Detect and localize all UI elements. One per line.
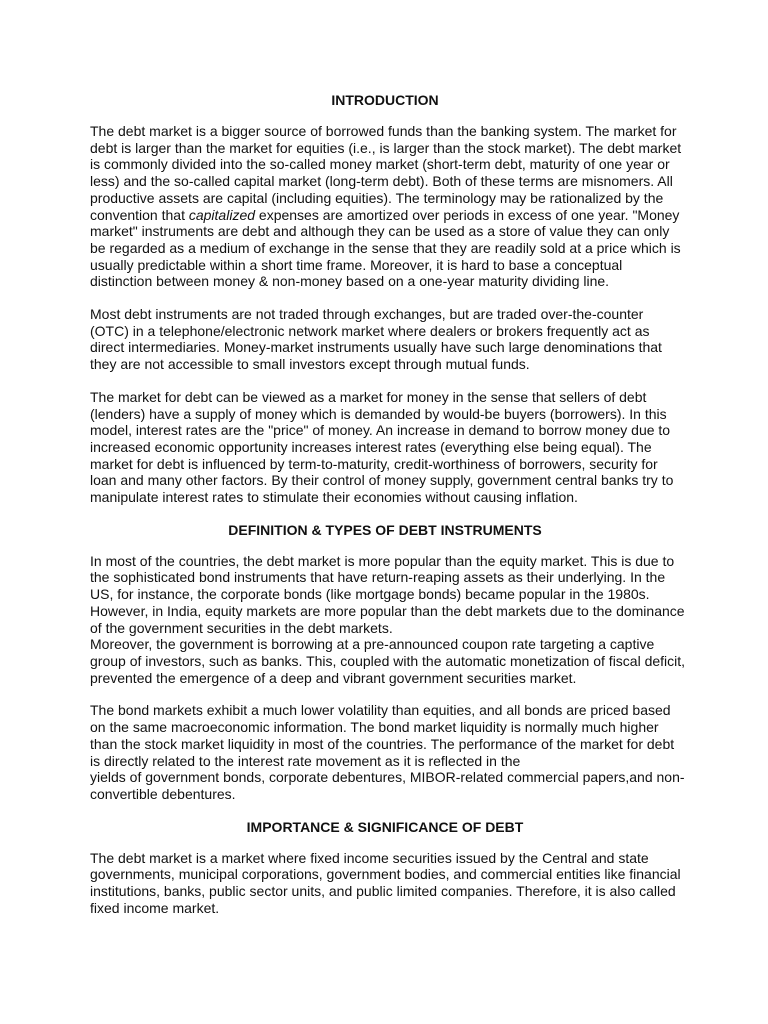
text-line: loan and many other factors. By their control of money supply, government central banks try to (90, 472, 674, 489)
section-heading: INTRODUCTION (331, 92, 439, 108)
text-line: is directly related to the interest rate movement as it is reflected in the (90, 752, 521, 769)
text-line: convention that capitalized expenses are amortized over periods in excess of one year. "Money (90, 206, 680, 223)
text-line: The debt market is a market where fixed income securities issued by the Central and state (90, 849, 649, 866)
text-line: increased economic opportunity increases interest rates (everything else being equal). The (90, 438, 652, 455)
text-line: Most debt instruments are not traded through exchanges, but are traded over-the-counter (90, 306, 644, 323)
text-line: group of investors, such as banks. This, coupled with the automatic monetization of fiscal deficit, (90, 652, 686, 669)
text-line: the sophisticated bond instruments that have return-reaping assets as their underlying. In the (90, 569, 666, 586)
paragraph (90, 306, 680, 373)
italic-term: capitalized (188, 206, 256, 223)
text-line: of the government securities in the debt markets. (90, 619, 393, 636)
section-heading: DEFINITION & TYPES OF DEBT INSTRUMENTS (228, 521, 542, 538)
paragraph (90, 850, 680, 917)
text-line: debt is larger than the market for equities (i.e., is larger than the stock market). The debt market (90, 139, 682, 156)
text-line: model, interest rates are the "price" of money. An increase in demand to borrow money due to (90, 422, 671, 439)
text-line: is commonly divided into the so-called money market (short-term debt, maturity of one year or (90, 156, 670, 173)
document-page (90, 92, 686, 932)
text-line: The bond markets exhibit a much lower volatility than equities, and all bonds are priced based (90, 702, 671, 719)
text-line: direct intermediaries. Money-market instruments usually have such large denominations that (90, 339, 662, 356)
text-line: market for debt is influenced by term-to-maturity, credit-worthiness of borrowers, security for (90, 455, 658, 472)
text-line: less) and the so-called capital market (long-term debt). Both of these terms are misnomers. All (90, 173, 673, 190)
text-line: (lenders) have a supply of money which is demanded by would-be buyers (borrowers). In this (90, 405, 667, 422)
text-line: productive assets are capital (including equities). The terminology may be rationalized by the (90, 189, 664, 206)
text-line: The market for debt can be viewed as a market for money in the sense that sellers of debt (90, 388, 647, 405)
text-line: However, in India, equity markets are more popular than the debt markets due to the dominance (90, 602, 685, 619)
text-line: US, for instance, the corporate bonds (like mortgage bonds) became popular in the 1980s. (90, 586, 650, 603)
text-line: than the stock market liquidity in most of the countries. The performance of the market for debt (90, 735, 675, 752)
paragraph (90, 552, 686, 687)
text-line: institutions, banks, public sector units, and public limited companies. Therefore, it is also called (90, 883, 676, 900)
text-line: fixed income market. (90, 899, 220, 916)
text-line: In most of the countries, the debt market is more popular than the equity market. This is due to (90, 552, 675, 569)
paragraph (90, 702, 685, 802)
text-line: distinction between money & non-money based on a one-year maturity dividing line. (90, 273, 610, 290)
text-line: on the same macroeconomic information. The bond market liquidity is normally much higher (90, 719, 659, 736)
text-line: be regarded as a medium of exchange in the sense that they are readily sold at a price which is (90, 239, 681, 256)
text-line: (OTC) in a telephone/electronic network market where dealers or brokers frequently act as (90, 322, 650, 339)
text-line: Moreover, the government is borrowing at a pre-announced coupon rate targeting a captive (90, 636, 655, 653)
text-line: convertible debentures. (90, 785, 236, 802)
paragraph (90, 123, 680, 290)
text-line: yields of government bonds, corporate debentures, MIBOR-related commercial papers,and non- (90, 769, 685, 786)
text-line: usually predictable within a short time frame. Moreover, it is hard to base a conceptual (90, 256, 623, 273)
paragraph (90, 389, 680, 506)
text-line: manipulate interest rates to stimulate their economies without causing inflation. (90, 489, 578, 506)
text-line: market" instruments are debt and although they can be used as a store of value they can only (90, 223, 670, 240)
text-line: prevented the emergence of a deep and vibrant government securities market. (90, 669, 577, 686)
text-line: The debt market is a bigger source of borrowed funds than the banking system. The market for (90, 123, 677, 139)
text-line: governments, municipal corporations, government bodies, and commercial entities like financial (90, 866, 681, 883)
section-heading: IMPORTANCE & SIGNIFICANCE OF DEBT (246, 818, 524, 835)
text-line: they are not accessible to small investors except through mutual funds. (90, 356, 530, 373)
